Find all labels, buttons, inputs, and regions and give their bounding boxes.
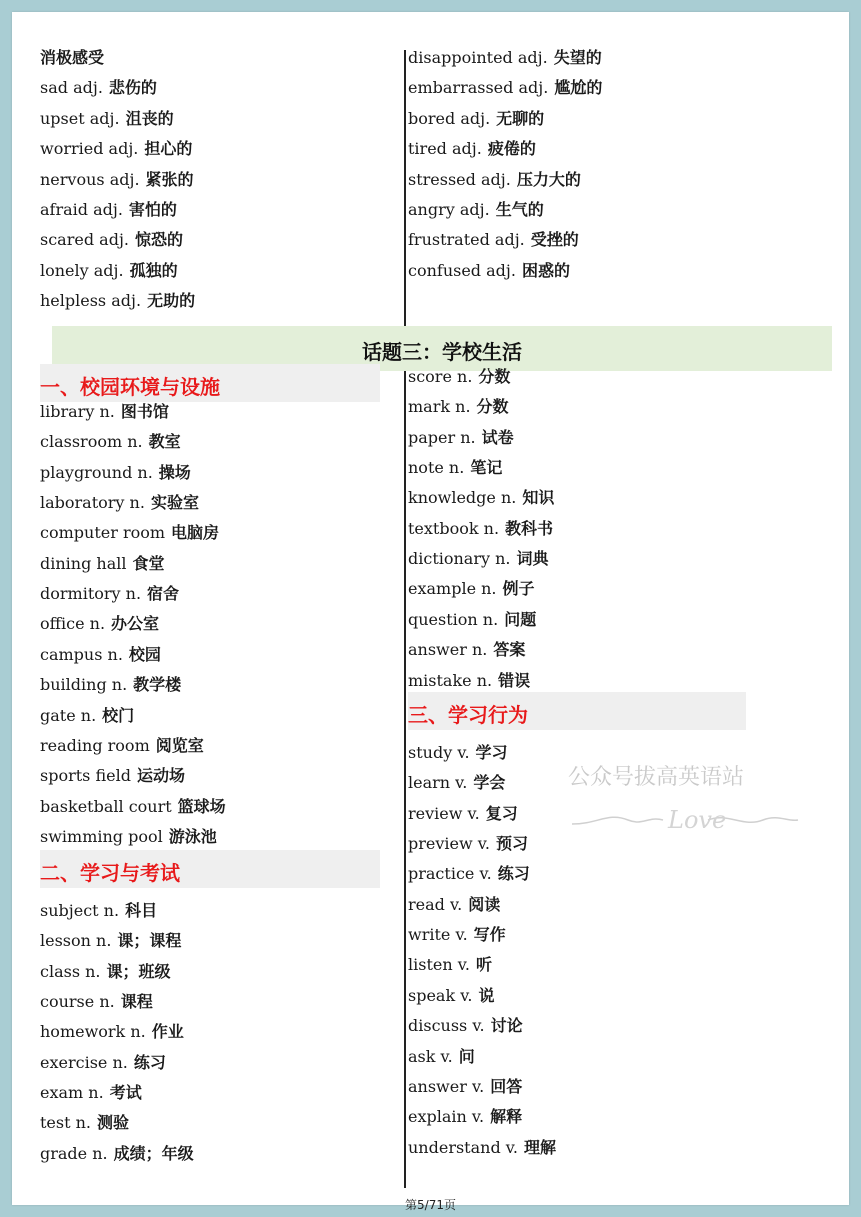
vocab-chinese: 知识 bbox=[522, 488, 555, 508]
vocab-chinese: 问题 bbox=[504, 609, 537, 629]
vocab-english: learn v. bbox=[408, 773, 468, 793]
vocab-chinese: 测验 bbox=[97, 1113, 130, 1133]
vocab-chinese: 科目 bbox=[125, 901, 158, 920]
vocab-chinese: 游泳池 bbox=[168, 826, 217, 846]
vocab-entry bbox=[408, 549, 549, 569]
vocab-chinese: 惊恐的 bbox=[134, 230, 183, 250]
vocab-english: lonely adj. bbox=[40, 260, 124, 280]
vocab-english: subject n. bbox=[40, 901, 120, 920]
vocab-english: lesson n. bbox=[40, 931, 112, 951]
vocab-entry bbox=[40, 584, 179, 604]
vocab-chinese: 例子 bbox=[502, 579, 535, 599]
vocab-entry bbox=[408, 109, 544, 129]
vocab-entry bbox=[408, 925, 506, 945]
vocab-entry bbox=[40, 109, 174, 129]
vocab-chinese: 分数 bbox=[478, 367, 511, 386]
vocab-entry bbox=[408, 1047, 475, 1067]
vocab-chinese: 讨论 bbox=[490, 1016, 523, 1036]
vocab-chinese: 无聊的 bbox=[496, 108, 545, 128]
vocab-chinese: 宿舍 bbox=[147, 584, 180, 604]
vocab-entry bbox=[408, 48, 602, 68]
vocab-chinese: 阅读 bbox=[468, 894, 501, 914]
vocab-entry bbox=[408, 230, 579, 250]
vocab-english: dictionary n. bbox=[408, 549, 511, 569]
vocab-english: speak v. bbox=[408, 985, 473, 1005]
vocab-entry bbox=[40, 614, 159, 634]
vocab-english: knowledge n. bbox=[408, 488, 517, 508]
vocab-english: dining hall bbox=[40, 553, 127, 573]
vocab-chinese: 生气的 bbox=[495, 200, 544, 219]
vocab-chinese: 校门 bbox=[102, 705, 135, 725]
vocab-entry bbox=[40, 230, 183, 250]
vocab-chinese: 词典 bbox=[516, 549, 549, 569]
vocab-chinese: 图书馆 bbox=[120, 402, 169, 421]
vocab-entry bbox=[40, 78, 157, 98]
vocab-chinese: 孤独的 bbox=[129, 260, 178, 280]
vocab-chinese: 害怕的 bbox=[128, 200, 177, 219]
vocab-english: helpless adj. bbox=[40, 291, 142, 311]
vocab-entry bbox=[40, 402, 169, 422]
vocab-english: write v. bbox=[408, 925, 468, 945]
vocab-entry bbox=[408, 139, 536, 159]
vocab-chinese: 分数 bbox=[476, 397, 509, 417]
section-header-campus bbox=[40, 364, 380, 402]
vocab-chinese: 消极感受 bbox=[40, 48, 105, 67]
vocab-entry bbox=[40, 706, 134, 726]
vocab-chinese: 电脑房 bbox=[171, 523, 220, 543]
vocab-chinese: 压力大的 bbox=[516, 169, 581, 189]
vocab-chinese: 教学楼 bbox=[133, 675, 182, 695]
vocab-entry bbox=[40, 766, 185, 786]
vocab-entry bbox=[40, 901, 157, 921]
vocab-english: exercise n. bbox=[40, 1052, 128, 1072]
vocab-entry bbox=[40, 139, 192, 159]
vocab-english: study v. bbox=[408, 743, 470, 762]
vocab-chinese: 紧张的 bbox=[145, 169, 194, 189]
vocab-english: library n. bbox=[40, 402, 115, 421]
vocab-entry bbox=[40, 291, 195, 311]
vocab-chinese: 篮球场 bbox=[177, 796, 226, 816]
vocab-chinese: 食堂 bbox=[132, 553, 165, 573]
vocab-entry bbox=[40, 827, 217, 847]
column-divider bbox=[404, 50, 406, 1188]
vocab-english: playground n. bbox=[40, 462, 153, 482]
vocab-english: angry adj. bbox=[408, 200, 490, 219]
vocab-english: exam n. bbox=[40, 1083, 104, 1103]
vocab-entry bbox=[40, 1083, 142, 1103]
vocab-english: score n. bbox=[408, 367, 473, 386]
vocab-entry bbox=[408, 488, 554, 508]
vocab-english: computer room bbox=[40, 523, 166, 543]
vocab-chinese: 实验室 bbox=[150, 493, 199, 513]
vocab-english: tired adj. bbox=[408, 139, 482, 159]
vocab-chinese: 疲倦的 bbox=[487, 139, 536, 159]
vocab-english: campus n. bbox=[40, 644, 123, 664]
vocab-english: embarrassed adj. bbox=[408, 78, 549, 98]
vocab-entry bbox=[408, 170, 581, 190]
vocab-entry bbox=[408, 579, 535, 599]
vocab-english: reading room bbox=[40, 735, 150, 755]
vocab-english: confused adj. bbox=[408, 260, 516, 280]
vocab-entry bbox=[40, 463, 191, 483]
vocab-chinese: 教室 bbox=[148, 432, 181, 452]
vocab-entry bbox=[40, 1053, 166, 1073]
vocab-english: basketball court bbox=[40, 796, 172, 816]
vocab-english: preview v. bbox=[408, 834, 490, 854]
vocab-english: bored adj. bbox=[408, 108, 491, 128]
section-header-study-exam bbox=[40, 850, 380, 888]
vocab-english: textbook n. bbox=[408, 518, 500, 538]
vocab-chinese: 教科书 bbox=[505, 518, 554, 538]
vocab-english: example n. bbox=[408, 579, 497, 599]
vocab-english: disappointed adj. bbox=[408, 48, 548, 67]
vocab-chinese: 无助的 bbox=[147, 291, 196, 311]
vocab-english: answer v. bbox=[408, 1076, 485, 1096]
vocab-english: question n. bbox=[408, 609, 499, 629]
section-title-study-behavior: 三、学习行为 bbox=[408, 703, 528, 727]
vocab-english: stressed adj. bbox=[408, 169, 511, 189]
vocab-english: understand v. bbox=[408, 1137, 519, 1157]
vocab-english: homework n. bbox=[40, 1022, 146, 1042]
vocab-entry bbox=[408, 804, 518, 824]
section-title-study-exam: 二、学习与考试 bbox=[40, 861, 180, 885]
vocab-english: mark n. bbox=[408, 397, 471, 417]
vocab-english: gate n. bbox=[40, 705, 97, 725]
vocab-english: read v. bbox=[408, 894, 463, 914]
vocab-entry bbox=[408, 78, 602, 98]
vocab-english: discuss v. bbox=[408, 1016, 485, 1036]
vocab-chinese: 答案 bbox=[493, 640, 526, 660]
vocab-english: review v. bbox=[408, 803, 480, 823]
vocab-english: worried adj. bbox=[40, 139, 139, 159]
vocab-chinese: 练习 bbox=[133, 1052, 166, 1072]
vocab-entry bbox=[408, 895, 500, 915]
vocab-english: sad adj. bbox=[40, 78, 103, 98]
vocab-chinese: 回答 bbox=[490, 1076, 523, 1096]
vocab-chinese: 成绩；年级 bbox=[113, 1143, 194, 1163]
vocab-english: mistake n. bbox=[408, 670, 493, 690]
vocab-english: frustrated adj. bbox=[408, 230, 525, 250]
vocab-entry bbox=[408, 640, 525, 660]
vocab-entry bbox=[40, 200, 177, 220]
vocab-english: building n. bbox=[40, 675, 128, 695]
watermark-flourish bbox=[568, 790, 803, 840]
vocab-entry bbox=[40, 675, 181, 695]
vocab-entry bbox=[408, 367, 510, 387]
watermark-script: Love bbox=[668, 806, 727, 834]
vocab-chinese: 困惑的 bbox=[521, 260, 570, 280]
vocab-english: dormitory n. bbox=[40, 584, 142, 604]
vocab-entry bbox=[408, 1138, 556, 1158]
vocab-entry bbox=[40, 645, 161, 665]
vocab-entry bbox=[408, 428, 514, 448]
vocab-chinese: 学会 bbox=[473, 773, 506, 793]
section-title-campus: 一、校园环境与设施 bbox=[40, 375, 220, 399]
vocab-english: upset adj. bbox=[40, 108, 120, 128]
vocab-chinese: 运动场 bbox=[136, 766, 185, 786]
vocab-entry bbox=[40, 48, 104, 68]
vocab-chinese: 练习 bbox=[497, 864, 530, 884]
vocab-entry bbox=[40, 432, 181, 452]
vocab-chinese: 办公室 bbox=[111, 614, 160, 634]
vocab-chinese: 试卷 bbox=[481, 427, 514, 447]
vocab-english: scared adj. bbox=[40, 230, 129, 250]
vocab-entry bbox=[40, 554, 165, 574]
vocab-chinese: 说 bbox=[478, 985, 495, 1005]
vocab-chinese: 笔记 bbox=[470, 458, 503, 478]
topic-title: 话题三：学校生活 bbox=[362, 340, 522, 364]
vocab-entry bbox=[408, 671, 530, 691]
vocab-english: swimming pool bbox=[40, 826, 163, 846]
vocab-english: office n. bbox=[40, 614, 106, 634]
vocab-entry bbox=[408, 1077, 522, 1097]
vocab-english: paper n. bbox=[408, 427, 476, 447]
vocab-entry bbox=[408, 986, 494, 1006]
vocab-chinese: 沮丧的 bbox=[125, 108, 174, 128]
vocab-english: note n. bbox=[408, 458, 465, 478]
vocab-english: explain v. bbox=[408, 1107, 485, 1127]
vocab-entry bbox=[40, 931, 181, 951]
vocab-entry bbox=[40, 523, 219, 543]
vocab-chinese: 解释 bbox=[490, 1107, 523, 1127]
vocab-entry bbox=[408, 200, 544, 220]
vocab-entry bbox=[408, 1016, 523, 1036]
vocab-entry bbox=[408, 743, 508, 763]
document-page bbox=[12, 12, 849, 1212]
vocab-chinese: 课；班级 bbox=[106, 961, 171, 981]
vocab-entry bbox=[40, 493, 199, 513]
vocab-english: listen v. bbox=[408, 955, 470, 975]
vocab-entry bbox=[40, 962, 171, 982]
vocab-entry bbox=[408, 610, 536, 630]
vocab-entry bbox=[408, 955, 492, 975]
vocab-entry bbox=[408, 773, 505, 793]
vocab-entry bbox=[408, 519, 553, 539]
vocab-entry bbox=[40, 992, 153, 1012]
vocab-chinese: 阅览室 bbox=[155, 735, 204, 755]
watermark bbox=[568, 760, 803, 835]
vocab-english: test n. bbox=[40, 1113, 92, 1133]
vocab-chinese: 课；课程 bbox=[117, 931, 182, 951]
vocab-entry bbox=[408, 1107, 522, 1127]
vocab-chinese: 作业 bbox=[151, 1022, 184, 1042]
vocab-english: classroom n. bbox=[40, 432, 143, 452]
vocab-entry bbox=[40, 1113, 129, 1133]
vocab-english: course n. bbox=[40, 992, 115, 1012]
vocab-chinese: 失望的 bbox=[553, 48, 602, 67]
vocab-chinese: 尴尬的 bbox=[554, 78, 603, 98]
vocab-entry bbox=[408, 261, 570, 281]
vocab-english: practice v. bbox=[408, 864, 492, 884]
vocab-english: class n. bbox=[40, 961, 101, 981]
vocab-chinese: 悲伤的 bbox=[108, 78, 157, 98]
vocab-chinese: 复习 bbox=[485, 803, 518, 823]
page-number: 第5/71页 bbox=[405, 1198, 456, 1212]
vocab-entry bbox=[408, 397, 509, 417]
vocab-entry bbox=[40, 736, 204, 756]
vocab-chinese: 学习 bbox=[475, 743, 508, 762]
vocab-english: nervous adj. bbox=[40, 169, 140, 189]
vocab-chinese: 问 bbox=[458, 1046, 475, 1066]
vocab-chinese: 考试 bbox=[109, 1083, 142, 1103]
vocab-chinese: 听 bbox=[475, 955, 492, 975]
vocab-chinese: 操场 bbox=[158, 462, 191, 482]
vocab-entry bbox=[408, 834, 528, 854]
vocab-english: answer n. bbox=[408, 640, 488, 660]
vocab-chinese: 担心的 bbox=[144, 139, 193, 159]
vocab-chinese: 预习 bbox=[496, 834, 529, 854]
vocab-chinese: 写作 bbox=[473, 925, 506, 945]
watermark-text: 公众号拔高英语站 bbox=[568, 765, 745, 790]
vocab-entry bbox=[408, 458, 502, 478]
vocab-entry bbox=[40, 170, 194, 190]
vocab-chinese: 课程 bbox=[120, 992, 153, 1012]
vocab-english: grade n. bbox=[40, 1143, 108, 1163]
vocab-english: afraid adj. bbox=[40, 200, 123, 219]
vocab-english: sports field bbox=[40, 766, 131, 786]
vocab-entry bbox=[40, 261, 178, 281]
vocab-chinese: 理解 bbox=[524, 1137, 557, 1157]
vocab-entry bbox=[408, 864, 530, 884]
vocab-entry bbox=[40, 797, 226, 817]
vocab-chinese: 受挫的 bbox=[530, 230, 579, 250]
vocab-entry bbox=[40, 1022, 184, 1042]
vocab-english: ask v. bbox=[408, 1046, 453, 1066]
vocab-english: laboratory n. bbox=[40, 493, 145, 513]
vocab-chinese: 校园 bbox=[128, 644, 161, 664]
section-header-study-behavior bbox=[408, 692, 746, 730]
vocab-chinese: 错误 bbox=[498, 670, 531, 690]
vocab-entry bbox=[40, 1144, 194, 1164]
